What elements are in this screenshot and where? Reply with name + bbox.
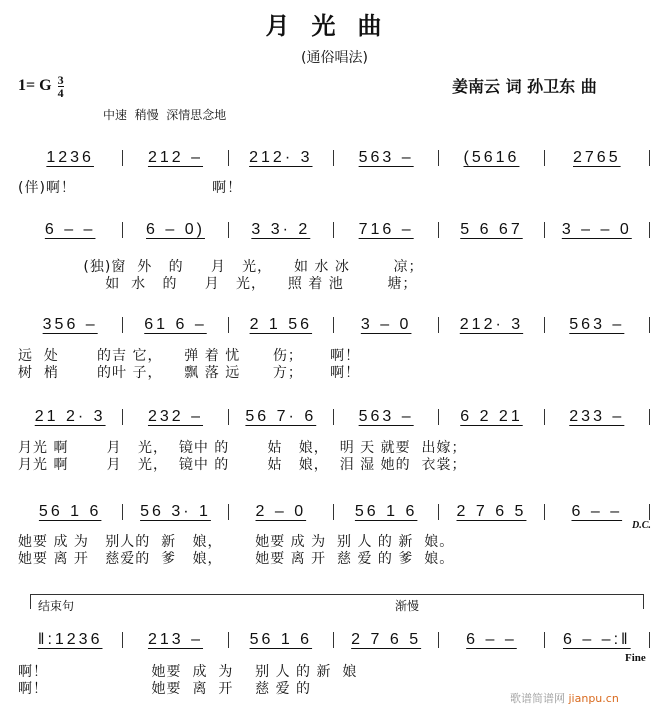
measure: 3 3· 2 (251, 221, 311, 238)
bar-line (649, 317, 650, 333)
measure: ‖:1236 (37, 631, 103, 648)
lyric-line: 树 梢 的叶 子， 飘 落 远 方； 啊！ (18, 365, 361, 381)
staff-system (18, 146, 650, 170)
lyric-line: 啊！ 她要 成 为 别 人 的 新 娘 (18, 664, 358, 680)
bar-line (649, 632, 650, 648)
measure: 716 – (358, 221, 414, 238)
measure: 6 – –:‖ (562, 631, 631, 648)
lyric-line: (独)窗 外 的 月 光， 如 水 冰 凉； (18, 259, 424, 275)
measure: 56 1 6 (38, 503, 102, 520)
bar-line (649, 222, 650, 238)
lyric-line: 她要 离 开 慈爱的 爹 娘， 她要 离 开 慈 爱 的 爹 娘。 (18, 551, 455, 567)
staff-system (18, 218, 650, 242)
lyric-line: (伴)啊！ 啊！ (18, 180, 243, 196)
measure: 56 3· 1 (140, 503, 211, 520)
watermark (510, 690, 619, 706)
lyrics-block (18, 348, 360, 382)
measure: 233 – (569, 408, 625, 425)
key-text: 1= G (18, 77, 52, 95)
ending-label: 结束句 (38, 599, 75, 613)
lyric-line: 月光 啊 月 光， 镜中 的 姑 娘， 明 天 就要 出嫁； (18, 440, 467, 456)
ritardando-label: 渐慢 (395, 599, 420, 613)
tempo-marking: 中速 稍慢 深情思念地 (103, 108, 227, 122)
time-bottom: 4 (57, 86, 64, 100)
measure: 563 – (358, 408, 414, 425)
measure: 2765 (573, 149, 621, 166)
measure: 563 – (358, 149, 414, 166)
measure: 21 2· 3 (34, 408, 106, 425)
watermark-cn: 歌谱简谱网 (510, 692, 565, 705)
lyrics-block (18, 440, 467, 474)
measure: 56 1 6 (354, 503, 418, 520)
bar-line (649, 150, 650, 166)
lyric-line: 她要 成 为 别人的 新 娘， 她要 成 为 别 人 的 新 娘。 (18, 534, 455, 550)
watermark-url: jianpu.cn (568, 692, 619, 705)
measure: 3 – – 0 (561, 221, 632, 238)
measure: 6 – 0) (146, 221, 205, 238)
bar-line (649, 504, 650, 520)
da-capo-marking: D.C. (632, 520, 651, 531)
time-top: 3 (57, 73, 64, 87)
measure: 563 – (569, 316, 625, 333)
measure: 212· 3 (459, 316, 524, 333)
measure: 6 – – (44, 221, 96, 238)
measure: 5 6 67 (460, 221, 523, 238)
measure: 213 – (147, 631, 204, 648)
time-signature (58, 74, 64, 99)
measure: (5616 (463, 149, 520, 166)
credits: 姜南云 词 孙卫东 曲 (452, 77, 597, 96)
staff-system (18, 313, 650, 337)
measure: 2 7 6 5 (351, 631, 422, 648)
measure: 56 1 6 (249, 631, 313, 648)
subtitle: (通俗唱法) (301, 50, 368, 66)
ending-bracket (30, 594, 644, 609)
lyric-line: 远 处 的吉 它， 弹 着 忧 伤； 啊！ (18, 348, 361, 364)
measure: 356 – (42, 316, 98, 333)
staff-system (18, 500, 650, 524)
staff-system (18, 405, 650, 429)
fine-marking: Fine (625, 652, 646, 664)
measure: 232 – (147, 408, 204, 425)
measure: 2 1 56 (249, 316, 313, 333)
bar-line (649, 409, 650, 425)
lyrics-block (18, 664, 357, 698)
measure: 6 2 21 (460, 408, 523, 425)
key-signature (18, 74, 64, 99)
measure: 3 – 0 (360, 316, 412, 333)
measure: 212· 3 (249, 149, 313, 166)
lyric-line: 啊！ 她要 离 开 慈 爱 的 (18, 681, 312, 697)
measure: 56 7· 6 (245, 408, 317, 425)
measure: 1236 (46, 149, 94, 166)
lyrics-block (18, 180, 242, 197)
measure: 2 – 0 (255, 503, 307, 520)
lyrics-block (18, 534, 454, 568)
staff-system (18, 628, 650, 652)
measure: 6 – – (466, 631, 517, 648)
measure: 2 7 6 5 (456, 503, 527, 520)
lyrics-block (18, 259, 423, 293)
lyric-line: 月光 啊 月 光， 镜中 的 姑 娘， 泪 湿 她的 衣裳； (18, 457, 467, 473)
lyric-line: 如 水 的 月 光， 照 着 池 塘； (18, 276, 418, 292)
measure: 6 – – (571, 503, 623, 520)
measure: 212 – (147, 149, 204, 166)
song-title: 月光曲 (265, 11, 404, 40)
measure: 61 6 – (144, 316, 207, 333)
